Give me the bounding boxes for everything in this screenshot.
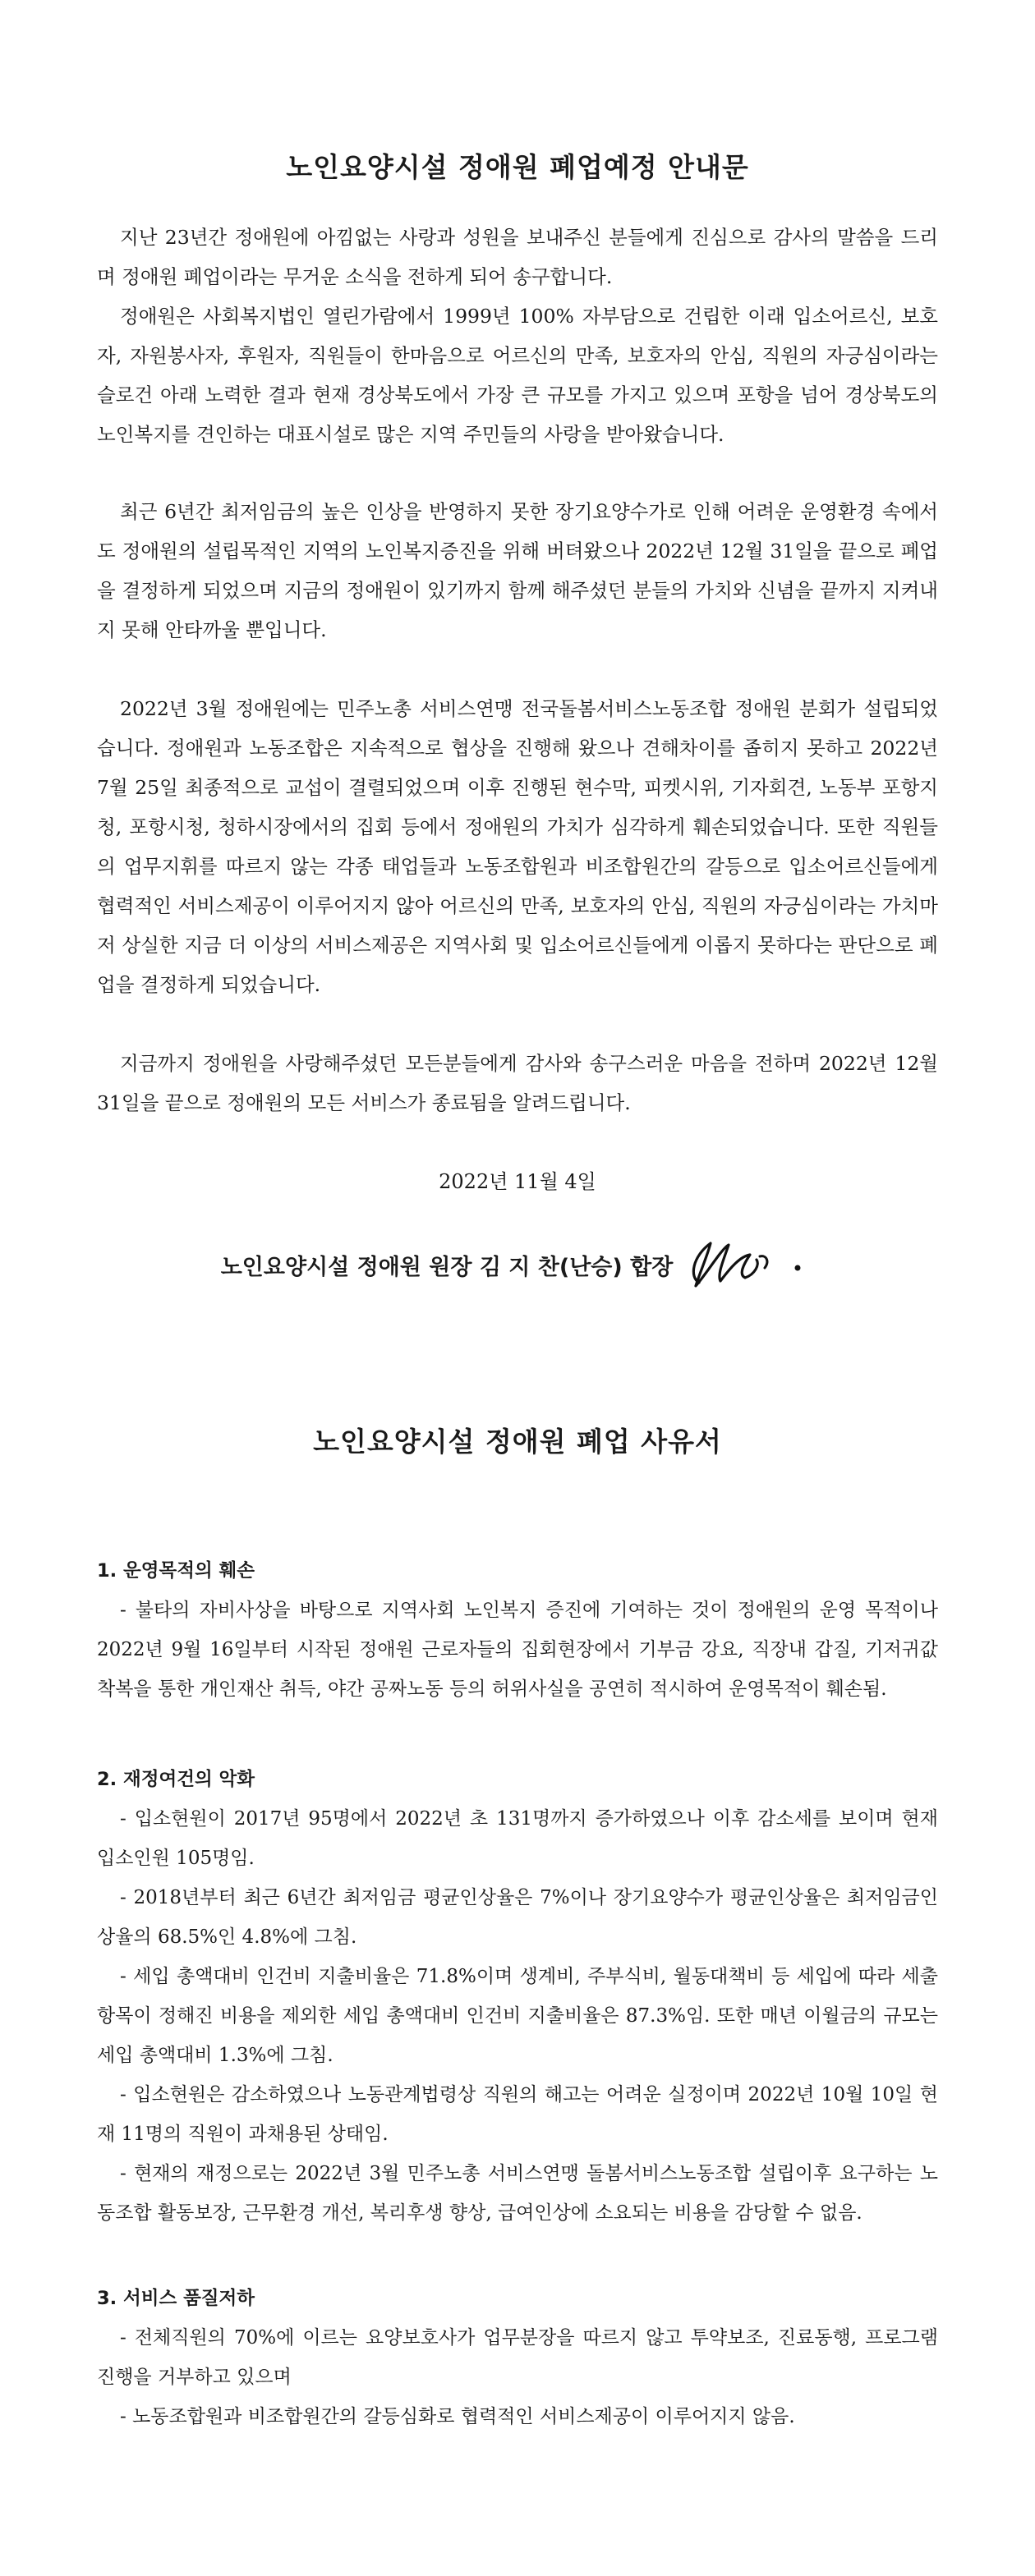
- notice-paragraph: 지난 23년간 정애원에 아낌없는 사랑과 성원을 보내주신 분들에게 진심으로 감사의 말씀을 드리며 정애원 폐업이라는 무거운 소식을 전하게 되어 송구합니다.: [97, 226, 938, 288]
- section-item: - 세입 총액대비 인건비 지출비율은 71.8%이며 생계비, 주부식비, 월동대책비 등 세입에 따라 세출항목이 정해진 비용을 제외한 세입 총액대비 인건비 지출비율은 87.3%임. 또한 매년 이월금의 규모는 세입 총액대비 1.3%에 그침.: [97, 1966, 938, 2066]
- signature-block: [97, 1232, 938, 1297]
- notice-paragraph: 정애원은 사회복지법인 열린가람에서 1999년 100% 자부담으로 건립한 이래 입소어르신, 보호자, 자원봉사자, 후원자, 직원들이 한마음으로 어르신의 만족, 보호자의 안심, 직원의 자긍심이라는 슬로건 아래 노력한 결과 현재 경상북도에서 가장 큰 규모를 가지고 있으며 포항을 넘어 경상북도의 노인복지를 견인하는 대표시설로 많은 지역 주민들의 사랑을 받아왔습니다.: [97, 305, 938, 446]
- section-item: - 현재의 재정으로는 2022년 3월 민주노총 서비스연맹 돌봄서비스노동조합 설립이후 요구하는 노동조합 활동보장, 근무환경 개선, 복리후생 향상, 급여인상에 소요되는 비용을 감당할 수 없음.: [97, 2163, 938, 2224]
- reasons-title: 노인요양시설 정애원 폐업 사유서: [313, 1426, 722, 1458]
- section-item: - 불타의 자비사상을 바탕으로 지역사회 노인복지 증진에 기여하는 것이 정애원의 운영 목적이나 2022년 9월 16일부터 시작된 정애원 근로자들의 집회현장에서 기부금 강요, 직장내 갑질, 기저귀값 착복을 통한 개인재산 취득, 야간 공짜노동 등의 허위사실을 공연히 적시하여 운영목적이 훼손됨.: [97, 1600, 938, 1700]
- handwritten-signature: [674, 1232, 814, 1297]
- section-heading: 2. 재정여건의 악화: [97, 1769, 255, 1790]
- notice-title: 노인요양시설 정애원 폐업예정 안내문: [286, 151, 749, 183]
- notice-date: 2022년 11월 4일: [439, 1170, 596, 1193]
- section-item: - 2018년부터 최근 6년간 최저임금 평균인상율은 7%이나 장기요양수가 평균인상율은 최저임금인상율의 68.5%인 4.8%에 그침.: [97, 1887, 938, 1948]
- section-heading: 1. 운영목적의 훼손: [97, 1560, 255, 1582]
- section-item: - 전체직원의 70%에 이르는 요양보호사가 업무분장을 따르지 않고 투약보조, 진료동행, 프로그램 진행을 거부하고 있으며: [97, 2327, 938, 2388]
- notice-paragraph: 2022년 3월 정애원에는 민주노총 서비스연맹 전국돌봄서비스노동조합 정애원 분회가 설립되었습니다. 정애원과 노동조합은 지속적으로 협상을 진행해 왔으나 견해차이를 좁히지 못하고 2022년 7월 25일 최종적으로 교섭이 결렬되었으며 이후 진행된 현수막, 피켓시위, 기자회견, 노동부 포항지청, 포항시청, 청하시장에서의 집회 등에서 정애원의 가치가 심각하게 훼손되었습니다. 또한 직원들의 업무지휘를 따르지 않는 각종 태업들과 노동조합원과 비조합원간의 갈등으로 입소어르신들에게 협력적인 서비스제공이 이루어지지 않아 어르신의 만족, 보호자의 안심, 직원의 자긍심이라는 가치마저 상실한 지금 더 이상의 서비스제공은 지역사회 및 입소어르신들에게 이롭지 못하다는 판단으로 폐업을 결정하게 되었습니다.: [97, 697, 938, 996]
- section-item: - 입소현원은 감소하였으나 노동관계법령상 직원의 해고는 어려운 실정이며 2022년 10월 10일 현재 11명의 직원이 과채용된 상태임.: [97, 2084, 938, 2145]
- section-item: - 입소현원이 2017년 95명에서 2022년 초 131명까지 증가하였으나 이후 감소세를 보이며 현재 입소인원 105명임.: [97, 1808, 938, 1869]
- section-item: - 노동조합원과 비조합원간의 갈등심화로 협력적인 서비스제공이 이루어지지 않음.: [120, 2406, 795, 2427]
- notice-body: [97, 218, 938, 1123]
- reasons-body: [97, 1556, 938, 2436]
- signer-name: 노인요양시설 정애원 원장 김 지 찬(난승) 합장: [220, 1254, 674, 1280]
- notice-paragraph: 지금까지 정애원을 사랑해주셨던 모든분들에게 감사와 송구스러운 마음을 전하며 2022년 12월 31일을 끝으로 정애원의 모든 서비스가 종료됨을 알려드립니다.: [97, 1052, 938, 1114]
- notice-paragraph: 최근 6년간 최저임금의 높은 인상을 반영하지 못한 장기요양수가로 인해 어려운 운영환경 속에서도 정애원의 설립목적인 지역의 노인복지증진을 위해 버텨왔으나 2022년 12월 31일을 끝으로 폐업을 결정하게 되었으며 지금의 정애원이 있기까지 함께 해주셨던 분들의 가치와 신념을 끝까지 지켜내지 못해 안타까울 뿐입니다.: [97, 500, 938, 641]
- section-heading: 3. 서비스 품질저하: [97, 2288, 255, 2309]
